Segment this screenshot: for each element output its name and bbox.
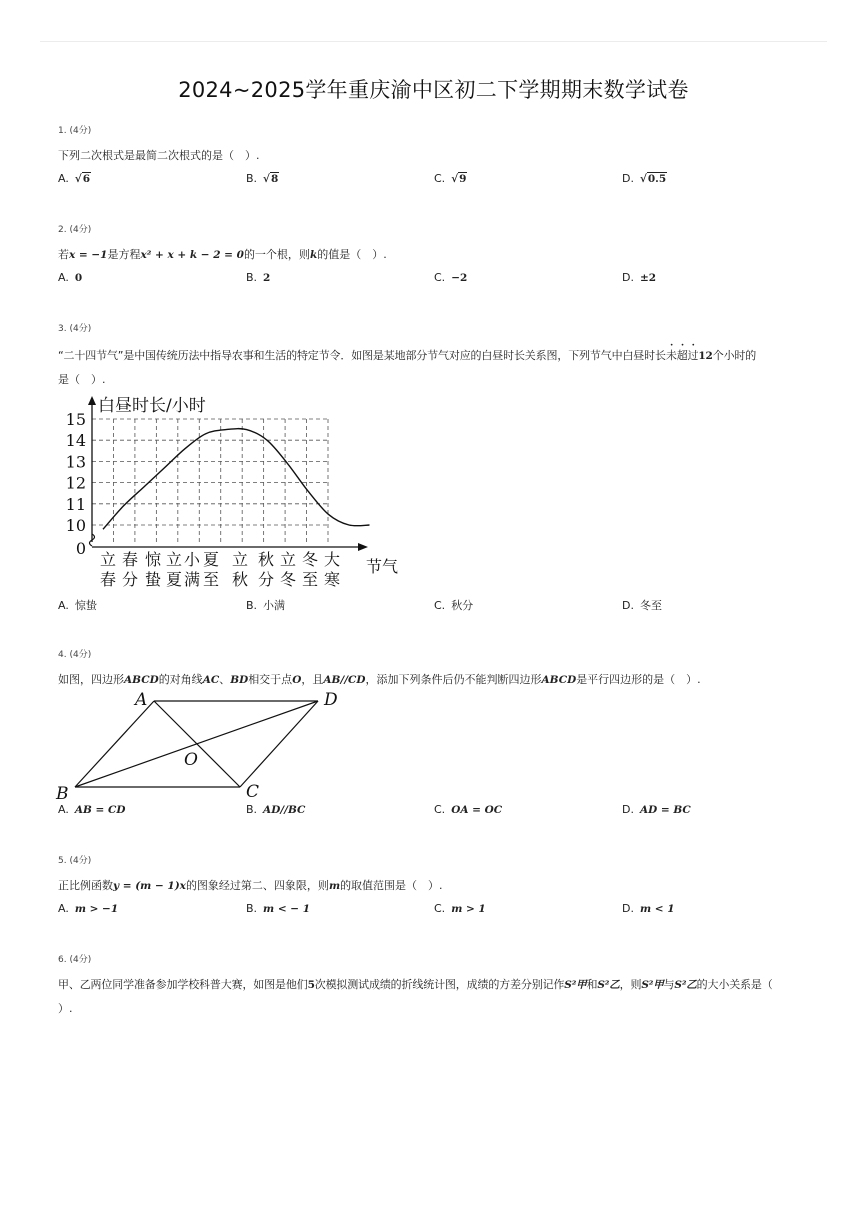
x-tick-label-bottom: 满: [183, 570, 201, 589]
daylight-curve: [103, 429, 370, 530]
question-5-header: [58, 853, 91, 866]
question-1-header: [58, 123, 91, 136]
question-1-stem: 下列二次根式是最简二次根式的是（ ）.: [58, 149, 260, 162]
sqrt-expression: √8: [263, 173, 279, 185]
question-score: (4分): [69, 856, 92, 866]
x-tick-label-bottom: 春: [99, 570, 117, 589]
sqrt-expression: √6: [74, 173, 91, 185]
question-number: 4.: [58, 650, 67, 660]
option-c: [434, 172, 467, 185]
option-b: [246, 172, 279, 185]
x-tick-label-top: 春: [121, 550, 139, 569]
option-label: A.: [58, 172, 69, 185]
option-d: [622, 172, 667, 185]
x-tick-label-top: 秋: [257, 550, 275, 569]
x-tick-label-bottom: 蛰: [144, 570, 162, 589]
chart-y-ticks: [66, 410, 86, 558]
header-divider: [40, 41, 827, 42]
question-4-header: [58, 647, 91, 660]
question-2-header: [58, 222, 91, 235]
question-score: (4分): [69, 126, 92, 136]
option-label: D.: [622, 172, 634, 185]
segment-dc: [240, 701, 318, 787]
sqrt-expression: √0.5: [639, 173, 667, 185]
point-label-a: A: [135, 690, 148, 710]
chart-x-ticks: [100, 550, 340, 589]
x-tick-label-bottom: 分: [257, 570, 275, 589]
option-a: A. 0: [58, 271, 83, 284]
question-score: (4分): [69, 955, 92, 965]
question-number: 3.: [58, 324, 67, 334]
y-tick-label: 0: [75, 539, 86, 558]
option-a: A. m > −1: [58, 902, 119, 915]
question-score: (4分): [69, 650, 92, 660]
question-score: (4分): [69, 324, 92, 334]
y-tick-label: 14: [65, 431, 86, 451]
x-tick-label-top: 立: [279, 550, 297, 569]
y-tick-label: 11: [65, 494, 86, 514]
option-a: [58, 172, 91, 185]
question-6-stem: 甲、乙两位同学准备参加学校科普大赛，如图是他们5次模拟测试成绩的折线统计图，成绩的方差分别记作S²甲和S²乙，则S²甲与S²乙的大小关系是（ ）.: [58, 978, 773, 1015]
chart-grid: [92, 419, 328, 542]
question-4-stem: 如图，四边形ABCD的对角线AC、BD相交于点O，且AB//CD，添加下列条件后仍不能判断四边形ABCD是平行四边形的是（ ）.: [58, 673, 701, 686]
y-tick-label: 15: [65, 410, 86, 429]
question-number: 2.: [58, 225, 67, 235]
option-b: B. 小满: [246, 599, 286, 612]
x-tick-label-bottom: 至: [301, 570, 319, 589]
y-tick-label: 12: [65, 473, 86, 493]
x-tick-label-bottom: 冬: [279, 570, 297, 589]
question-number: 1.: [58, 126, 67, 136]
question-2-stem: 若x = −1是方程x² + x + k − 2 = 0的一个根，则k的值是（ ）.: [58, 248, 387, 261]
point-label-d: D: [324, 690, 338, 710]
y-axis-label: 白昼时长/小时: [98, 396, 206, 416]
segment-ab: [75, 701, 154, 787]
x-tick-label-bottom: 秋: [231, 570, 249, 589]
x-tick-label-top: 夏: [202, 550, 220, 569]
x-tick-label-top: 冬: [301, 550, 319, 569]
sqrt-expression: √9: [451, 173, 467, 185]
x-tick-label-top: 立: [165, 550, 183, 569]
question-number: 5.: [58, 856, 67, 866]
diagonal-bd: [75, 701, 318, 787]
option-d: D. ±2: [622, 271, 657, 284]
option-d: D. m < 1: [622, 902, 675, 915]
point-label-o: O: [184, 750, 198, 770]
option-d: D. AD = BC: [622, 803, 691, 816]
option-label: B.: [246, 172, 258, 185]
x-tick-label-top: 惊: [144, 550, 162, 569]
x-tick-label-top: 大: [323, 550, 341, 569]
question-5-stem: 正比例函数y = (m − 1)x的图象经过第二、四象限，则m的取值范围是（ ）.: [58, 879, 443, 892]
question-3-stem: “二十四节气”是中国传统历法中指导农事和生活的特定节令．如图是某地部分节气对应的白昼时长关系图，下列节气中白昼时长未超过12个小时的 是（ ）.: [58, 349, 757, 386]
x-axis-arrow: [358, 543, 368, 551]
option-c: C. −2: [434, 271, 468, 284]
option-b: B. 2: [246, 271, 271, 284]
option-a: A. 惊蛰: [58, 599, 97, 612]
option-c: C. 秋分: [434, 599, 474, 612]
x-tick-label-top: 立: [231, 550, 249, 569]
x-axis-label: 节气: [366, 557, 399, 576]
daylight-chart: [65, 392, 410, 592]
option-b: B. AD//BC: [246, 803, 306, 816]
x-tick-label-bottom: 夏: [165, 570, 183, 589]
x-tick-label-bottom: 寒: [323, 570, 341, 589]
option-label: C.: [434, 172, 446, 185]
option-a: A. AB = CD: [58, 803, 126, 816]
option-d: D. 冬至: [622, 599, 662, 612]
option-c: C. OA = OC: [434, 803, 503, 816]
x-tick-label-top: 立: [99, 550, 117, 569]
y-tick-label: 10: [65, 516, 86, 535]
option-b: B. m < − 1: [246, 902, 311, 915]
question-3-header: [58, 321, 91, 334]
question-6-header: [58, 952, 91, 965]
parallelogram-figure: [50, 686, 350, 802]
y-axis-arrow: [88, 396, 96, 405]
y-tick-label: 13: [65, 452, 86, 472]
point-label-b: B: [56, 784, 69, 804]
question-number: 6.: [58, 955, 67, 965]
point-label-c: C: [246, 782, 260, 802]
option-c: C. m > 1: [434, 902, 486, 915]
page-title: 2024~2025学年重庆渝中区初二下学期期末数学试卷: [178, 78, 689, 102]
x-tick-label-top: 小: [183, 550, 201, 569]
x-tick-label-bottom: 至: [202, 570, 220, 589]
x-tick-label-bottom: 分: [121, 570, 139, 589]
question-score: (4分): [69, 225, 92, 235]
